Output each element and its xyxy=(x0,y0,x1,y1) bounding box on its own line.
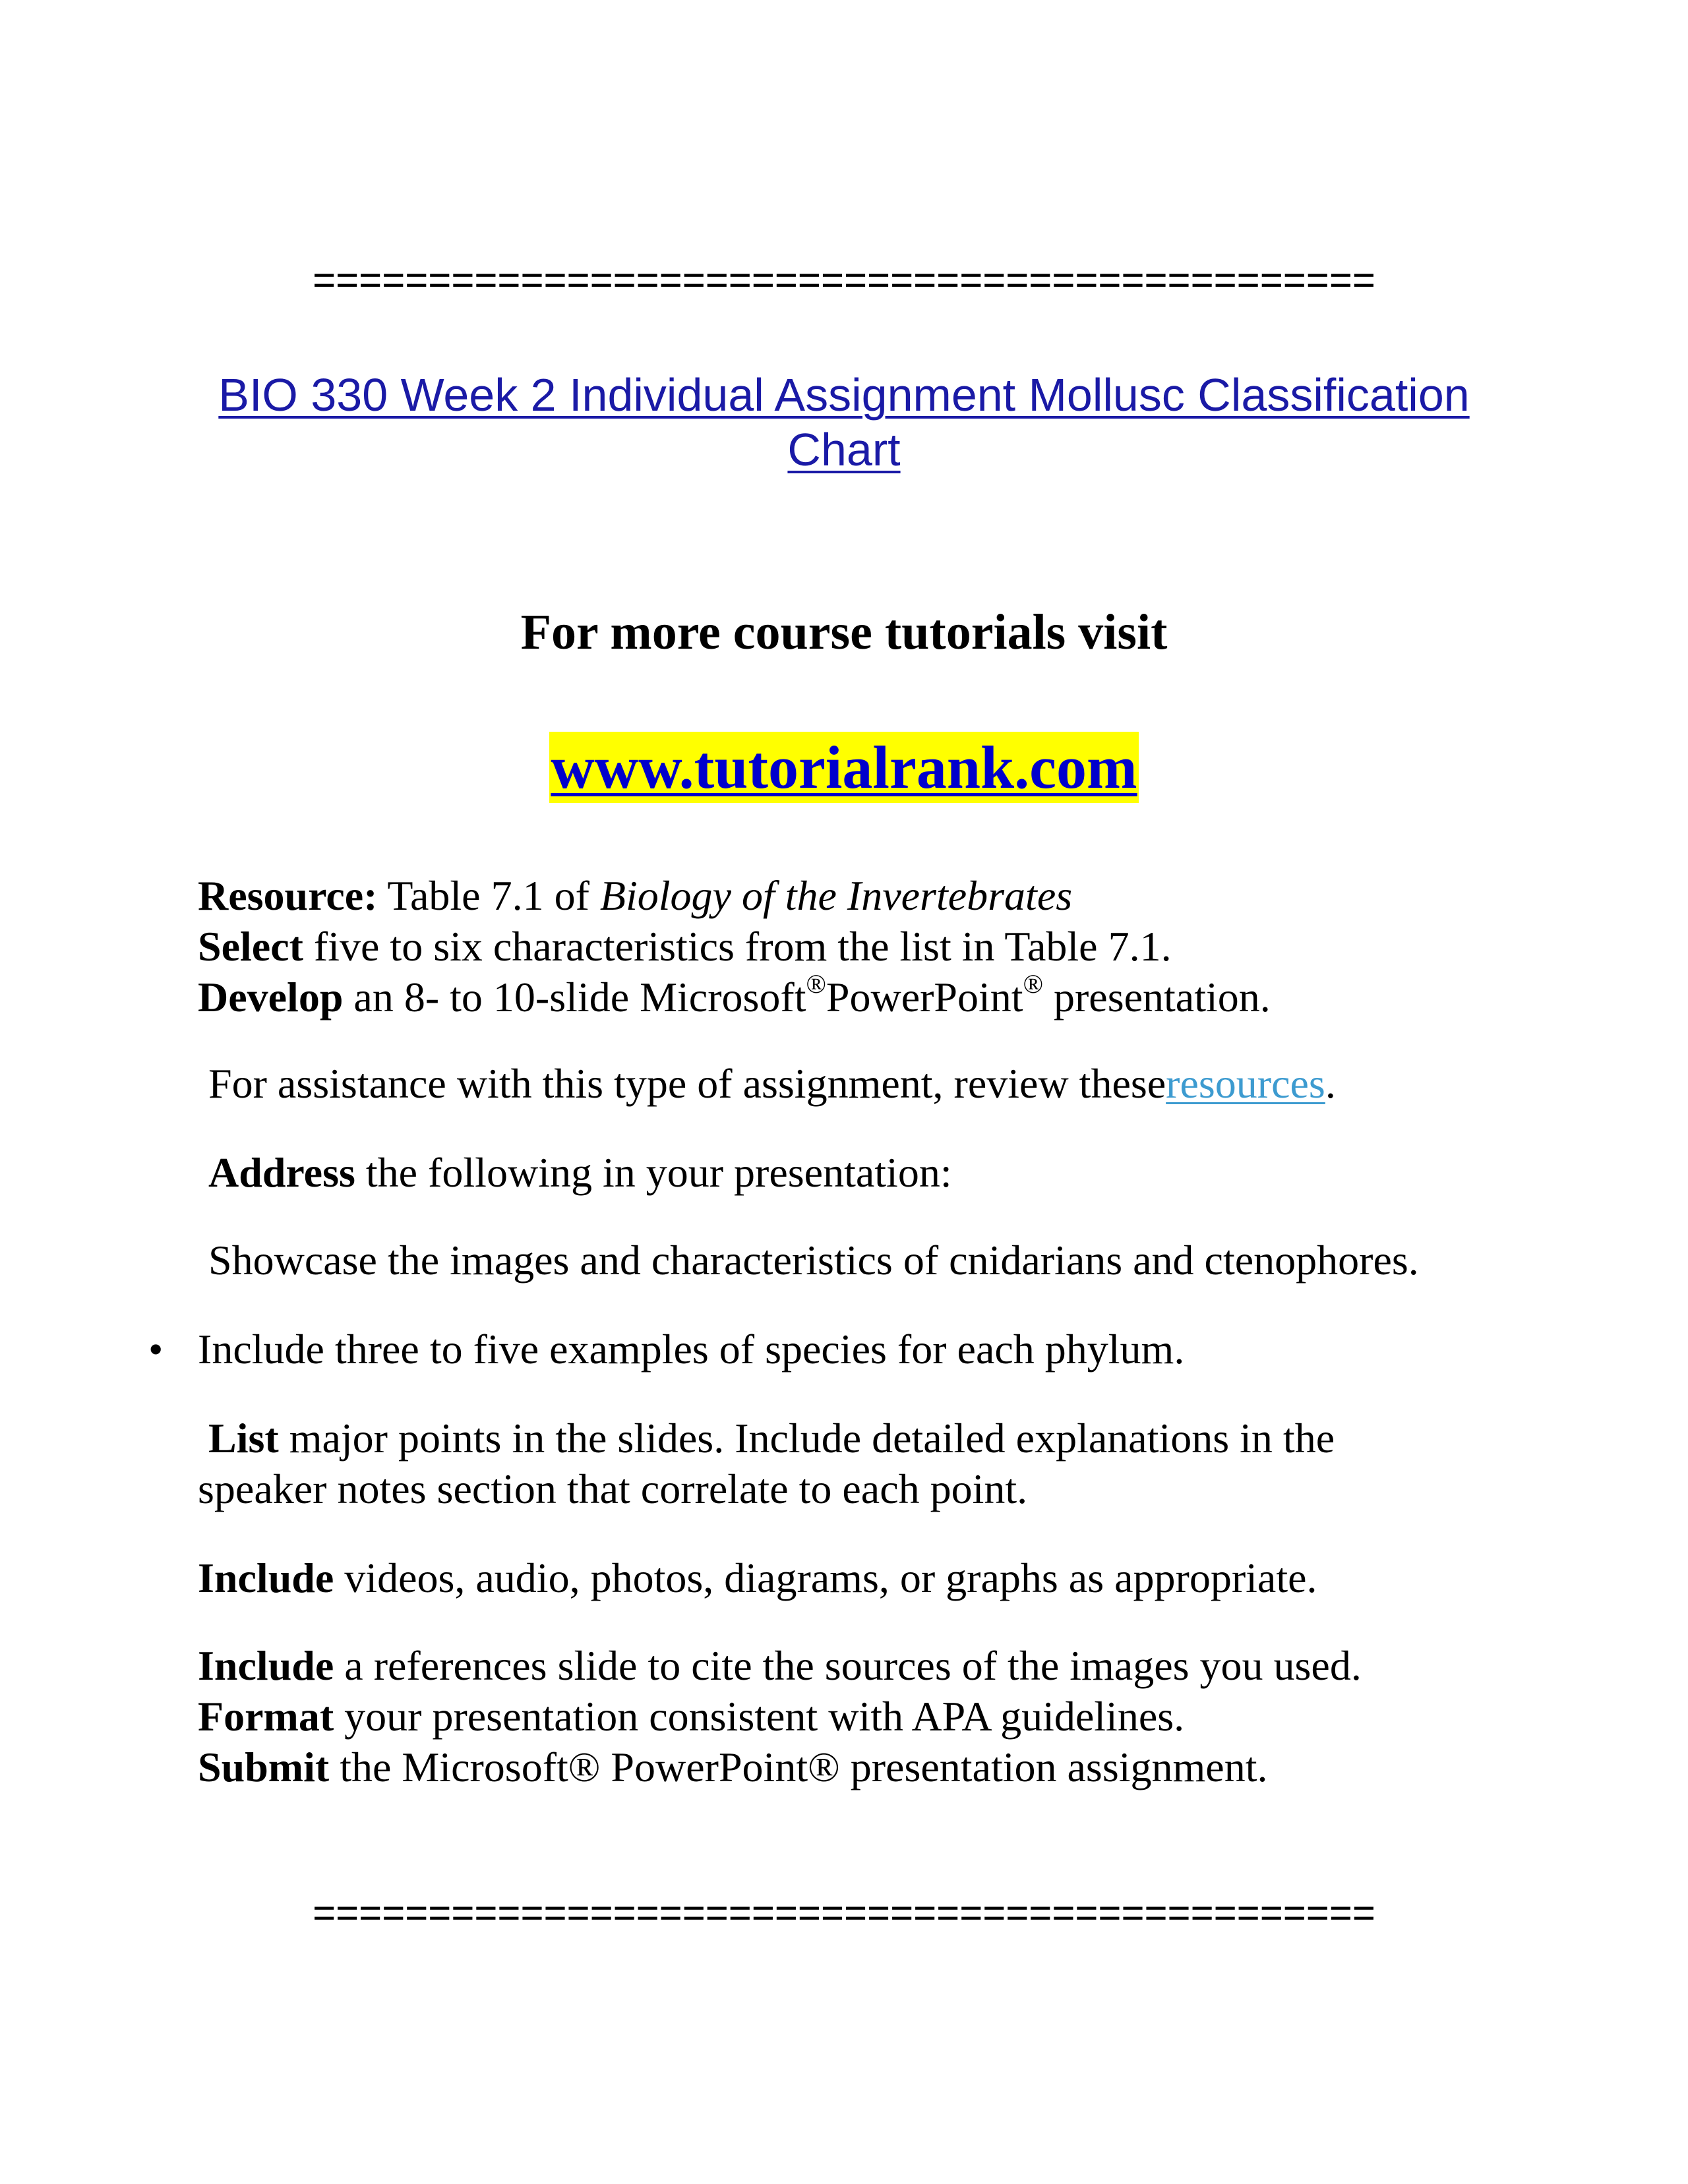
develop-label: Develop xyxy=(198,974,344,1020)
list-label: List xyxy=(208,1415,279,1461)
assist-line xyxy=(208,1058,1527,1109)
develop-line xyxy=(198,969,1517,1022)
separator-bottom: ============================================== xyxy=(313,1891,1375,1935)
separator-top: ============================================== xyxy=(313,258,1375,302)
resource-book: Biology of the Invertebrates xyxy=(599,872,1073,919)
select-line xyxy=(198,921,1517,972)
submit-line xyxy=(198,1742,1517,1792)
develop-text-a: an 8- to 10-slide Microsoft xyxy=(343,974,806,1020)
title-link[interactable]: BIO 330 Week 2 Individual Assignment Mollusc Classification Chart xyxy=(218,369,1470,475)
resource-line xyxy=(198,870,1517,921)
assist-end: . xyxy=(1325,1060,1336,1107)
list-line-1 xyxy=(198,1413,1517,1463)
submit-text: the Microsoft® PowerPoint® presentation assignment. xyxy=(329,1744,1268,1790)
develop-text-c: presentation. xyxy=(1042,974,1271,1020)
list-text-1: major points in the slides. Include detailed explanations in the xyxy=(278,1415,1335,1461)
include-media-label: Include xyxy=(198,1554,334,1601)
develop-text-b: PowerPoint xyxy=(826,974,1023,1020)
include-refs-text: a references slide to cite the sources of the images you used. xyxy=(334,1642,1362,1689)
submit-label: Submit xyxy=(198,1744,330,1790)
select-label: Select xyxy=(198,923,303,970)
format-line xyxy=(198,1691,1517,1742)
format-label: Format xyxy=(198,1693,334,1740)
showcase-line: Showcase the images and characteristics of cnidarians and ctenophores. xyxy=(208,1237,1419,1284)
include-media-line xyxy=(198,1552,1517,1603)
format-text: your presentation consistent with APA guidelines. xyxy=(334,1693,1185,1740)
final-instructions xyxy=(198,1640,1517,1792)
registered-mark: ® xyxy=(806,969,826,999)
site-link-wrap xyxy=(0,732,1688,803)
resource-text: Table 7.1 of xyxy=(377,872,600,919)
address-label: Address xyxy=(208,1149,355,1196)
registered-mark: ® xyxy=(1023,969,1043,999)
include-refs-label: Include xyxy=(198,1642,334,1689)
bullet-dot: • xyxy=(148,1326,164,1372)
resource-label: Resource: xyxy=(198,872,378,919)
include-refs-line xyxy=(198,1640,1517,1691)
list-paragraph xyxy=(198,1413,1517,1514)
resource-block xyxy=(198,870,1517,1022)
assist-text: For assistance with this type of assignment, review these xyxy=(208,1060,1166,1107)
resources-link[interactable]: resources xyxy=(1166,1060,1325,1107)
list-line-2: speaker notes section that correlate to each point. xyxy=(198,1465,1028,1512)
address-text: the following in your presentation: xyxy=(355,1149,952,1196)
site-link[interactable]: www.tutorialrank.com xyxy=(549,732,1138,803)
bullet-item: Include three to five examples of species for each phylum. xyxy=(198,1326,1185,1372)
visit-heading: For more course tutorials visit xyxy=(520,605,1168,660)
select-text: five to six characteristics from the list in Table 7.1. xyxy=(303,923,1172,970)
address-line xyxy=(208,1147,1527,1198)
include-media-text: videos, audio, photos, diagrams, or graphs as appropriate. xyxy=(334,1554,1317,1601)
